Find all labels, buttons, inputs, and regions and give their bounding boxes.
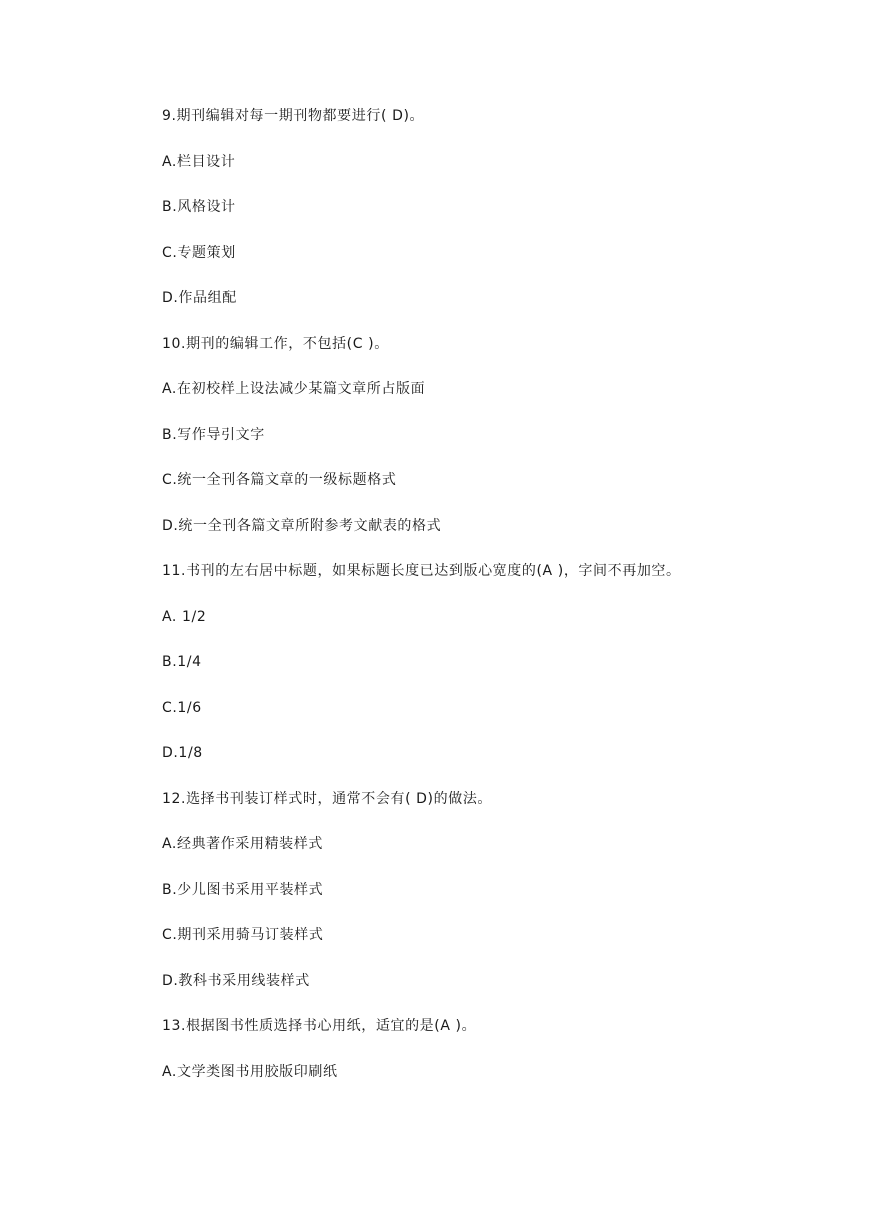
question-9-option-a: A.栏目设计 (162, 153, 236, 170)
question-12-option-c: C.期刊采用骑马订装样式 (162, 927, 324, 943)
document-content (162, 104, 762, 1105)
question-10-option-b: B.写作导引文字 (162, 426, 265, 443)
question-11-option-d: D.1/8 (162, 745, 203, 761)
question-13-stem: 13.根据图书性质选择书心用纸，适宜的是(A )。 (162, 1018, 477, 1034)
question-12-option-a: A.经典著作采用精装样式 (162, 836, 323, 852)
question-9-option-d: D.作品组配 (162, 290, 237, 306)
question-10-option-d: D.统一全刊各篇文章所附参考文献表的格式 (162, 517, 442, 534)
question-9-option-c: C.专题策划 (162, 244, 236, 261)
question-10-option-c: C.统一全刊各篇文章的一级标题格式 (162, 472, 397, 488)
question-10-option-a: A.在初校样上设法减少某篇文章所占版面 (162, 381, 426, 397)
question-9-option-b: B.风格设计 (162, 199, 236, 215)
question-11-option-c: C.1/6 (162, 699, 202, 716)
question-12-option-d: D.教科书采用线装样式 (162, 972, 310, 989)
question-12-stem: 12.选择书刊装订样式时，通常不会有( D)的做法。 (162, 790, 493, 807)
question-11-stem: 11.书刊的左右居中标题，如果标题长度已达到版心宽度的(A )，字间不再加空。 (162, 563, 681, 579)
question-13-option-a: A.文学类图书用胶版印刷纸 (162, 1063, 338, 1080)
question-10-stem: 10.期刊的编辑工作，不包括(C )。 (162, 335, 389, 352)
question-12-option-b: B.少儿图书采用平装样式 (162, 881, 324, 898)
question-11-option-a: A. 1/2 (162, 608, 207, 625)
question-11-option-b: B.1/4 (162, 654, 202, 670)
question-9-stem: 9.期刊编辑对每一期刊物都要进行( D)。 (162, 108, 425, 124)
